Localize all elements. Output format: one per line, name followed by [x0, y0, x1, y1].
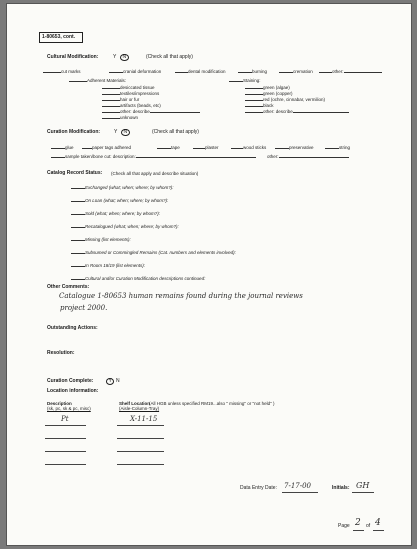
- status-blank-7[interactable]: [71, 275, 85, 280]
- staining-label: Staining:: [243, 78, 261, 83]
- desc-line-4[interactable]: [45, 464, 86, 465]
- resolution-label: Resolution:: [47, 350, 75, 356]
- initials-underline: [352, 492, 374, 493]
- location-shelf-value[interactable]: X-11-15: [130, 415, 158, 423]
- initials-label: Initials:: [332, 485, 350, 491]
- burning-label: burning: [252, 69, 268, 74]
- status-blank-1[interactable]: [71, 197, 85, 202]
- glue-blank[interactable]: [51, 144, 65, 149]
- curation-other-item: [267, 153, 349, 160]
- sample-blank[interactable]: [51, 153, 65, 158]
- status-label-5: Subsumed or Commingled Remains (Cat. numbers and elements involved):: [85, 250, 236, 255]
- adherent-blank-0[interactable]: [102, 84, 120, 89]
- status-label-2: Sold (what; when; where; by whom?):: [85, 211, 161, 216]
- curation-mod-label: Curation Modification:: [47, 129, 101, 135]
- data-entry-date-label: Data Entry Date:: [240, 485, 277, 491]
- status-item-7: [71, 275, 205, 282]
- outstanding-label: Outstanding Actions:: [47, 325, 98, 331]
- curation-mod-instruction: (Check all that apply): [152, 129, 199, 135]
- curation-other-blank[interactable]: [279, 153, 349, 158]
- curation-mod-n-circle: [121, 129, 130, 136]
- staining-blank-0[interactable]: [245, 84, 263, 89]
- plaster-blank[interactable]: [193, 144, 205, 149]
- sample-label: sample taken/bone cut: description:: [65, 154, 136, 159]
- wood-sticks-blank[interactable]: [231, 144, 243, 149]
- sample-item: [51, 153, 256, 160]
- cultural-mod-n[interactable]: N: [120, 54, 129, 61]
- adherent-label-1: textiles/impressions: [120, 91, 160, 96]
- desc-line-2[interactable]: [45, 438, 86, 439]
- status-item-4: [71, 236, 131, 243]
- status-item-3: [71, 223, 179, 230]
- staining-describe-blank[interactable]: [293, 108, 349, 113]
- page-label: Page: [338, 523, 350, 529]
- staining-label-4: other: describe: [263, 109, 293, 114]
- staining-item-4: [245, 108, 349, 115]
- status-item-2: [71, 210, 160, 217]
- page-value[interactable]: 2: [355, 518, 361, 528]
- cut-marks-label: cut marks: [61, 69, 81, 74]
- status-label-0: Exchanged (what; when; where; by whom?):: [85, 185, 174, 190]
- staining-blank-2[interactable]: [245, 96, 263, 101]
- curation-other-label: other:: [267, 154, 279, 159]
- plaster-item: [193, 144, 219, 151]
- tape-blank[interactable]: [157, 144, 171, 149]
- glue-label: glue: [65, 145, 74, 150]
- shelf-line-3[interactable]: [117, 451, 164, 452]
- staining-header: [229, 77, 261, 84]
- other-comments-line1[interactable]: Catalogue 1-80653 human remains found during the journal reviews: [59, 292, 303, 300]
- adherent-blank-3[interactable]: [102, 102, 120, 107]
- plaster-label: plaster: [205, 145, 219, 150]
- adherent-label-4: other: describe: [120, 109, 150, 114]
- status-label-4: Missing (list elements):: [85, 237, 131, 242]
- data-entry-date-value[interactable]: 7-17-00: [284, 482, 311, 490]
- wood-sticks-item: [231, 144, 266, 151]
- cut-marks-blank[interactable]: [43, 68, 61, 73]
- adherent-blank-1[interactable]: [102, 90, 120, 95]
- catalog-status-instruction: (Check all that apply and describe situation): [111, 170, 199, 176]
- tape-item: [157, 144, 180, 151]
- status-label-7: Cultural and/or Curation Modification descriptions continued:: [85, 276, 206, 281]
- status-blank-0[interactable]: [71, 184, 85, 189]
- location-desc-sub: (sk, pc, sk & pc, misc): [47, 406, 91, 411]
- wood-sticks-label: wood sticks: [243, 145, 267, 150]
- desc-line-1[interactable]: [45, 425, 86, 426]
- cultural-mod-row: [43, 68, 81, 75]
- staining-blank[interactable]: [229, 77, 243, 82]
- curation-complete-y[interactable]: Y: [106, 378, 114, 385]
- dental-item: [175, 68, 226, 75]
- status-label-3: Recatalogued (what; when; where; by whom?):: [85, 224, 179, 229]
- other-blank[interactable]: [319, 68, 332, 73]
- status-blank-6[interactable]: [71, 262, 85, 267]
- staining-label-0: green (algae): [263, 85, 290, 90]
- status-label-1: On Loan (what; when; where; by whom?):: [85, 198, 169, 203]
- status-blank-3[interactable]: [71, 223, 85, 228]
- shelf-line-2[interactable]: [117, 438, 164, 439]
- curation-mod-n[interactable]: N: [121, 129, 130, 136]
- curation-complete-y-circle: [106, 378, 114, 385]
- other-comments-line2[interactable]: project 2000.: [60, 304, 108, 312]
- staining-label-2: red (ochre, cinnabar, vermilion): [263, 97, 326, 102]
- staining-label-1: green (copper): [263, 91, 293, 96]
- adherent-item-5: [102, 114, 138, 121]
- other-item: [319, 68, 382, 75]
- location-shelf-sub: (Aisle-Column-Tray): [119, 406, 160, 411]
- paper-tags-blank[interactable]: [82, 144, 92, 149]
- page-underline: [353, 530, 364, 531]
- cremation-item: [279, 68, 313, 75]
- catalog-status-label: Catalog Record Status:: [47, 170, 103, 176]
- status-item-6: [71, 262, 145, 269]
- adherent-blank-4[interactable]: [102, 108, 120, 113]
- status-label-6: In Room 18/19 (list elements):: [85, 263, 146, 268]
- status-blank-2[interactable]: [71, 210, 85, 215]
- location-shelf-label: Shelf Location: [119, 401, 151, 406]
- curation-complete-n[interactable]: N: [116, 378, 120, 384]
- string-item: [325, 144, 350, 151]
- staining-blank-4[interactable]: [245, 108, 263, 113]
- cultural-mod-n-circle: [120, 54, 129, 61]
- string-label: string: [339, 145, 351, 150]
- preservative-item: [275, 144, 314, 151]
- glue-item: [51, 144, 74, 151]
- staining-label-3: black: [263, 103, 274, 108]
- curation-complete-label: Curation Complete:: [47, 378, 94, 384]
- catalog-id: 1-80653, cont.: [42, 33, 76, 40]
- location-label: Location information:: [47, 388, 99, 394]
- burning-item: [238, 68, 267, 75]
- location-shelf-note: (All HGB unless specified RM19...also " missing" or "not held" ): [149, 401, 275, 406]
- of-label: of: [366, 523, 371, 529]
- of-underline: [373, 530, 384, 531]
- string-blank[interactable]: [325, 144, 339, 149]
- adherent-label-3: artifacts (beads, etc): [120, 103, 161, 108]
- sample-description-blank[interactable]: [136, 153, 256, 158]
- adherent-blank[interactable]: [69, 77, 87, 82]
- cranial-item: [109, 68, 161, 75]
- form-page: [7, 4, 411, 545]
- adherent-blank-2[interactable]: [102, 96, 120, 101]
- desc-line-3[interactable]: [45, 451, 86, 452]
- status-item-0: [71, 184, 174, 191]
- adherent-label-5: unknown: [120, 115, 139, 120]
- of-value[interactable]: 4: [375, 518, 381, 528]
- staining-blank-3[interactable]: [245, 102, 263, 107]
- cranial-label: cranial deformation: [123, 69, 162, 74]
- status-item-1: [71, 197, 168, 204]
- shelf-line-4[interactable]: [117, 464, 164, 465]
- location-desc-value[interactable]: Pt: [61, 415, 69, 423]
- cremation-label: cremation: [293, 69, 313, 74]
- cremation-blank[interactable]: [279, 68, 293, 73]
- initials-value[interactable]: GH: [356, 481, 370, 490]
- cultural-mod-instruction: (Check all that apply): [146, 54, 193, 60]
- preservative-blank[interactable]: [275, 144, 289, 149]
- status-blank-5[interactable]: [71, 249, 85, 254]
- dental-label: dental modification: [188, 69, 226, 74]
- burning-blank[interactable]: [238, 68, 252, 73]
- paper-tags-label: paper tags adhered: [92, 145, 132, 150]
- other-comments-label: Other Comments:: [47, 284, 90, 290]
- cultural-mod-label: Cultural Modification:: [47, 54, 99, 60]
- adherent-blank-5[interactable]: [102, 114, 120, 119]
- paper-tags-item: [82, 144, 131, 151]
- cultural-mod-y[interactable]: Y: [113, 54, 117, 60]
- adherent-label-0: desiccated tissue: [120, 85, 155, 90]
- date-underline: [282, 492, 318, 493]
- staining-blank-1[interactable]: [245, 90, 263, 95]
- adherent-describe-blank[interactable]: [150, 108, 200, 113]
- other-text-blank[interactable]: [344, 68, 382, 73]
- curation-mod-y[interactable]: Y: [114, 129, 118, 135]
- status-blank-4[interactable]: [71, 236, 85, 241]
- tape-label: tape: [171, 145, 180, 150]
- location-desc-label: Description: [47, 401, 72, 406]
- shelf-line-1[interactable]: [117, 425, 164, 426]
- adherent-header: [69, 77, 126, 84]
- preservative-label: preservative: [289, 145, 314, 150]
- cranial-blank[interactable]: [109, 68, 123, 73]
- adherent-label: Adherent Materials:: [87, 78, 127, 83]
- dental-blank[interactable]: [175, 68, 188, 73]
- status-item-5: [71, 249, 236, 256]
- adherent-label-2: hair or fur: [120, 97, 140, 102]
- other-label: other:: [332, 69, 344, 74]
